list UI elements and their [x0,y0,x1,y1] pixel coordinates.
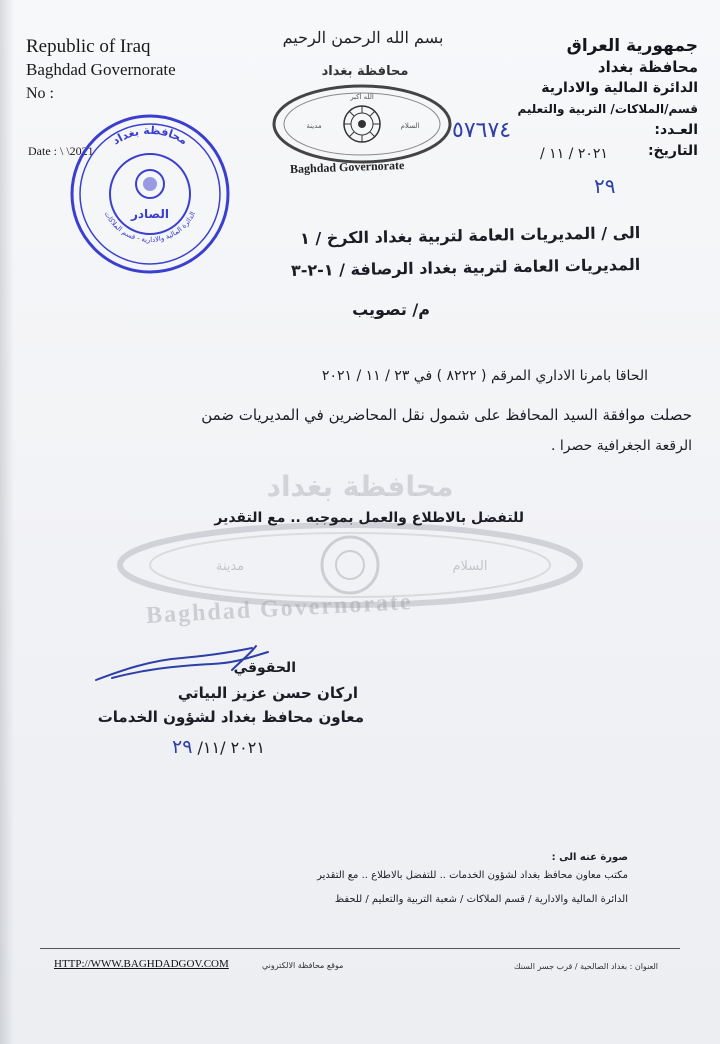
header-ar-line1: جمهورية العراق [566,36,698,56]
emblem-left-text: مدينة [306,122,322,130]
body-paragraph-2: حصلت موافقة السيد المحافظ على شمول نقل المحاضرين في المديريات ضمن [201,406,692,424]
signatory-title: معاون محافظ بغداد لشؤون الخدمات [97,708,364,726]
governorate-english-title: Baghdad Governorate [289,158,405,176]
stamp-outer-text: محافظة بغداد [110,123,190,148]
body-paragraph-3: الرقعة الجغرافية حصرا . [550,438,692,454]
svg-text:محافظة بغداد [110,124,190,148]
governorate-arabic-title: محافظة بغداد [321,64,409,79]
cc-heading: صورة عنه الى : [551,852,628,863]
cc-line-1: مكتب معاون محافظ بغداد لشؤون الخدمات .. للتفضل بالاطلاع .. مع التقدير [317,870,628,881]
handwritten-document-number: ٥٧٦٧٤ [452,118,512,143]
watermark-arabic: محافظة بغداد [266,470,454,503]
header-en-date-label: Date : \ \2021 [28,144,94,158]
watermark-english: Baghdad Governorate [145,589,414,629]
emblem-top-text: الله اكبر [350,93,374,101]
stamp-inner-text: الدائرة المالية والادارية - قسم الملاكات [102,210,198,245]
page-edge-shadow [0,0,14,1044]
header-en-line2: Baghdad Governorate [26,60,176,79]
header-ar-line2: محافظة بغداد [597,58,698,76]
signature-date-printed: ٢٠٢١ /١١/ [197,738,265,757]
header-ar-line3: الدائرة المالية والادارية [541,80,698,96]
footer-website-link[interactable]: HTTP://WWW.BAGHDADGOV.COM [54,958,229,970]
header-ar-date-label: التاريخ: [647,143,698,159]
recipient-line-1: الى / المديريات العامة لتربية بغداد الكرخ / ١ [299,223,641,248]
stamp-center-text: الصادر [130,207,170,221]
handwritten-day: ٢٩ [594,174,616,198]
signatory-label: الحقوقي [233,660,296,676]
recipient-line-2: المديريات العامة لتربية بغداد الرصافة / ١-٢-٣ [290,254,641,281]
signatory-name: اركان حسن عزيز البياتي [177,684,358,702]
printed-date-template: ٢٠٢١ / ١١ / [540,146,608,162]
header-ar-line4: قسم/الملاكات/ التربية والتعليم [517,102,698,116]
official-stamp [66,110,234,278]
header-ar-number-label: العـدد: [654,122,698,138]
closing-line: للتفضل بالاطلاع والعمل بموجبه .. مع التقدير [214,510,524,526]
watermark-emblem-right: السلام [452,559,488,574]
footer-website-label: موقع محافظة الالكتروني [262,961,344,970]
cc-line-2: الدائرة المالية والادارية / قسم الملاكات / شعبة التربية والتعليم / للحفظ [334,894,628,905]
basmala: بسم الله الرحمن الرحيم [282,28,444,47]
emblem-right-text: السلام [400,122,420,130]
header-arabic [448,36,698,162]
header-en-line1: Republic of Iraq [26,36,151,57]
watermark-emblem-left: مدينة [215,559,245,574]
subject-line: م/ تصويب [352,300,430,319]
header-en-number-label: No : [26,85,54,102]
signature-date-handwritten: ٢٩ [172,736,193,758]
governorate-emblem-logo [270,82,454,166]
footer-divider [40,948,680,949]
signature-date [172,736,265,758]
footer-address: العنوان : بغداد الصالحية / قرب جسر السنك [514,962,658,971]
body-paragraph-1: الحاقا بامرنا الاداري المرقم ( ٨٢٢٢ ) في ٢٣ / ١١ / ٢٠٢١ [321,368,648,384]
